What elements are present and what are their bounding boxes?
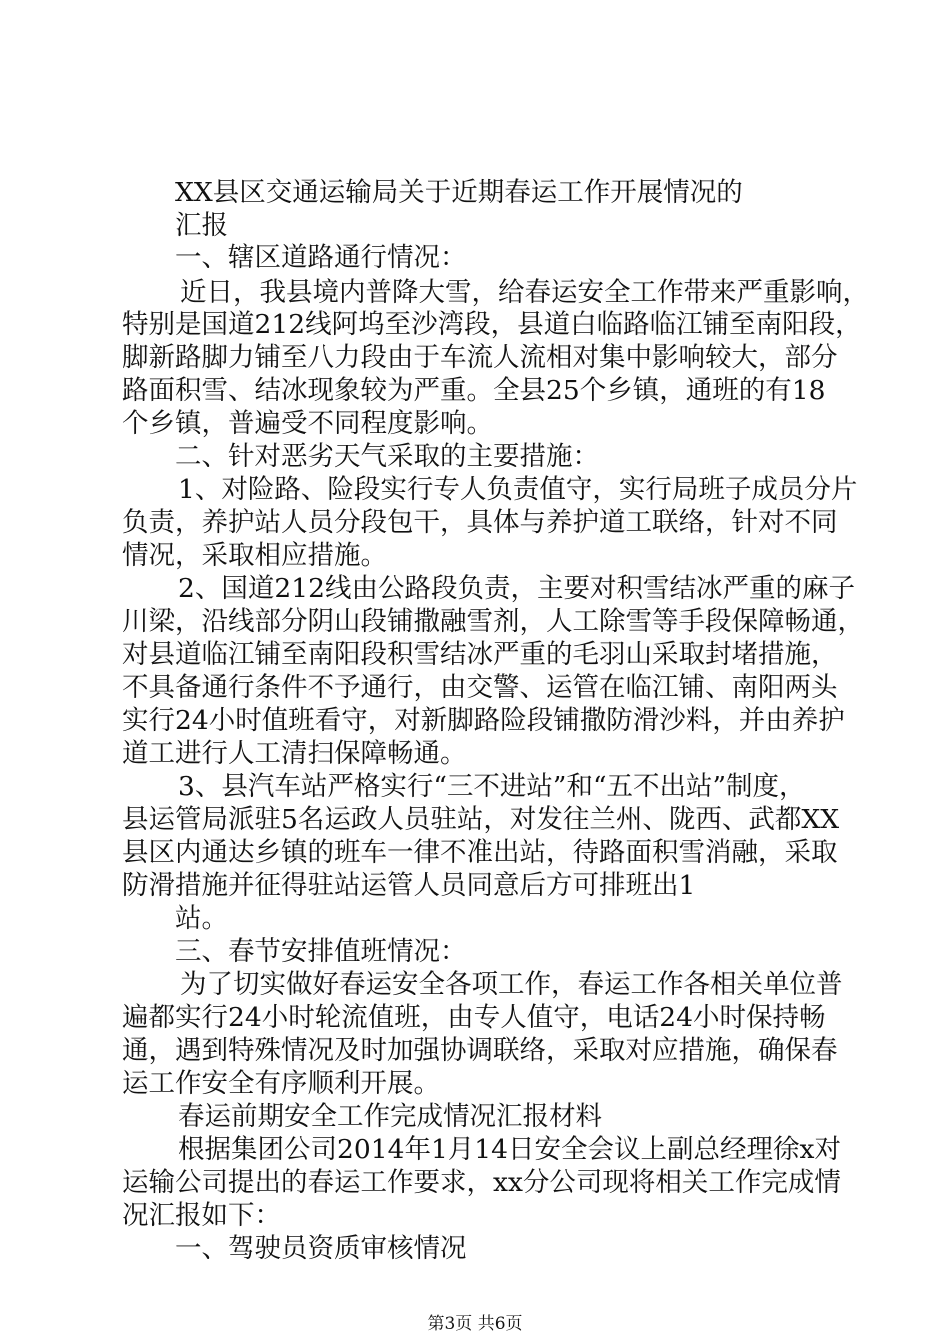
- paragraph-line: 县区内通达乡镇的班车一律不准出站，待路面积雪消融，采取: [122, 837, 838, 868]
- paragraph-line: 实行24小时值班看守，对新脚路险段铺撒防滑沙料，并由养护: [122, 705, 845, 736]
- paragraph-line: 运输公司提出的春运工作要求，xx分公司现将相关工作完成情: [122, 1167, 841, 1198]
- paragraph-line: 不具备通行条件不予通行，由交警、运管在临江铺、南阳两头: [122, 672, 838, 703]
- paragraph-line: 近日，我县境内普降大雪，给春运安全工作带来严重影响，: [180, 277, 869, 308]
- page-number: 第3页 共6页: [427, 1314, 523, 1334]
- paragraph-line: 运工作安全有序顺利开展。: [122, 1068, 440, 1099]
- paragraph-line: 川梁，沿线部分阴山段铺撒融雪剂，人工除雪等手段保障畅通，: [122, 606, 864, 637]
- paragraph-line: 根据集团公司2014年1月14日安全会议上副总经理徐x对: [178, 1134, 841, 1165]
- title-line-2: 汇报: [175, 210, 228, 241]
- section-heading-2: 二、针对恶劣天气采取的主要措施：: [175, 441, 599, 472]
- paragraph-line: 站。: [175, 903, 228, 934]
- section-heading-1: 一、辖区道路通行情况：: [175, 242, 467, 273]
- paragraph-line: 通，遇到特殊情况及时加强协调联络，采取对应措施，确保春: [122, 1035, 838, 1066]
- title-line-1: XX县区交通运输局关于近期春运工作开展情况的: [175, 177, 743, 208]
- paragraph-line: 3、县汽车站严格实行“三不进站”和“五不出站”制度，: [178, 771, 806, 802]
- paragraph-line: 况汇报如下：: [122, 1200, 281, 1231]
- section-heading-4: 一、驾驶员资质审核情况: [175, 1233, 467, 1264]
- paragraph-line: 情况，采取相应措施。: [122, 540, 387, 571]
- paragraph-line: 遍都实行24小时轮流值班，由专人值守，电话24小时保持畅: [122, 1002, 826, 1033]
- paragraph-line: 为了切实做好春运安全各项工作，春运工作各相关单位普: [180, 969, 843, 1000]
- paragraph-line: 对县道临江铺至南阳段积雪结冰严重的毛羽山采取封堵措施，: [122, 639, 838, 670]
- paragraph-line: 2、国道212线由公路段负责，主要对积雪结冰严重的麻子: [178, 573, 855, 604]
- paragraph-line: 1、对险路、险段实行专人负责值守，实行局班子成员分片: [178, 474, 858, 505]
- paragraph-line: 县运管局派驻5名运政人员驻站，对发往兰州、陇西、武都XX: [122, 804, 840, 835]
- paragraph-line: 个乡镇，普遍受不同程度影响。: [122, 408, 493, 439]
- paragraph-line: 脚新路脚力铺至八力段由于车流人流相对集中影响较大，部分: [122, 342, 838, 373]
- paragraph-line: 负责，养护站人员分段包干，具体与养护道工联络，针对不同: [122, 507, 838, 538]
- paragraph-line: 道工进行人工清扫保障畅通。: [122, 738, 467, 769]
- section-heading-3: 三、春节安排值班情况：: [175, 936, 467, 967]
- paragraph-line: 特别是国道212线阿坞至沙湾段，县道白临路临江铺至南阳段，: [122, 309, 862, 340]
- paragraph-line: 路面积雪、结冰现象较为严重。全县25个乡镇，通班的有18: [122, 375, 826, 406]
- subtitle-line: 春运前期安全工作完成情况汇报材料: [178, 1101, 602, 1132]
- paragraph-line: 防滑措施并征得驻站运管人员同意后方可排班出1: [122, 870, 696, 901]
